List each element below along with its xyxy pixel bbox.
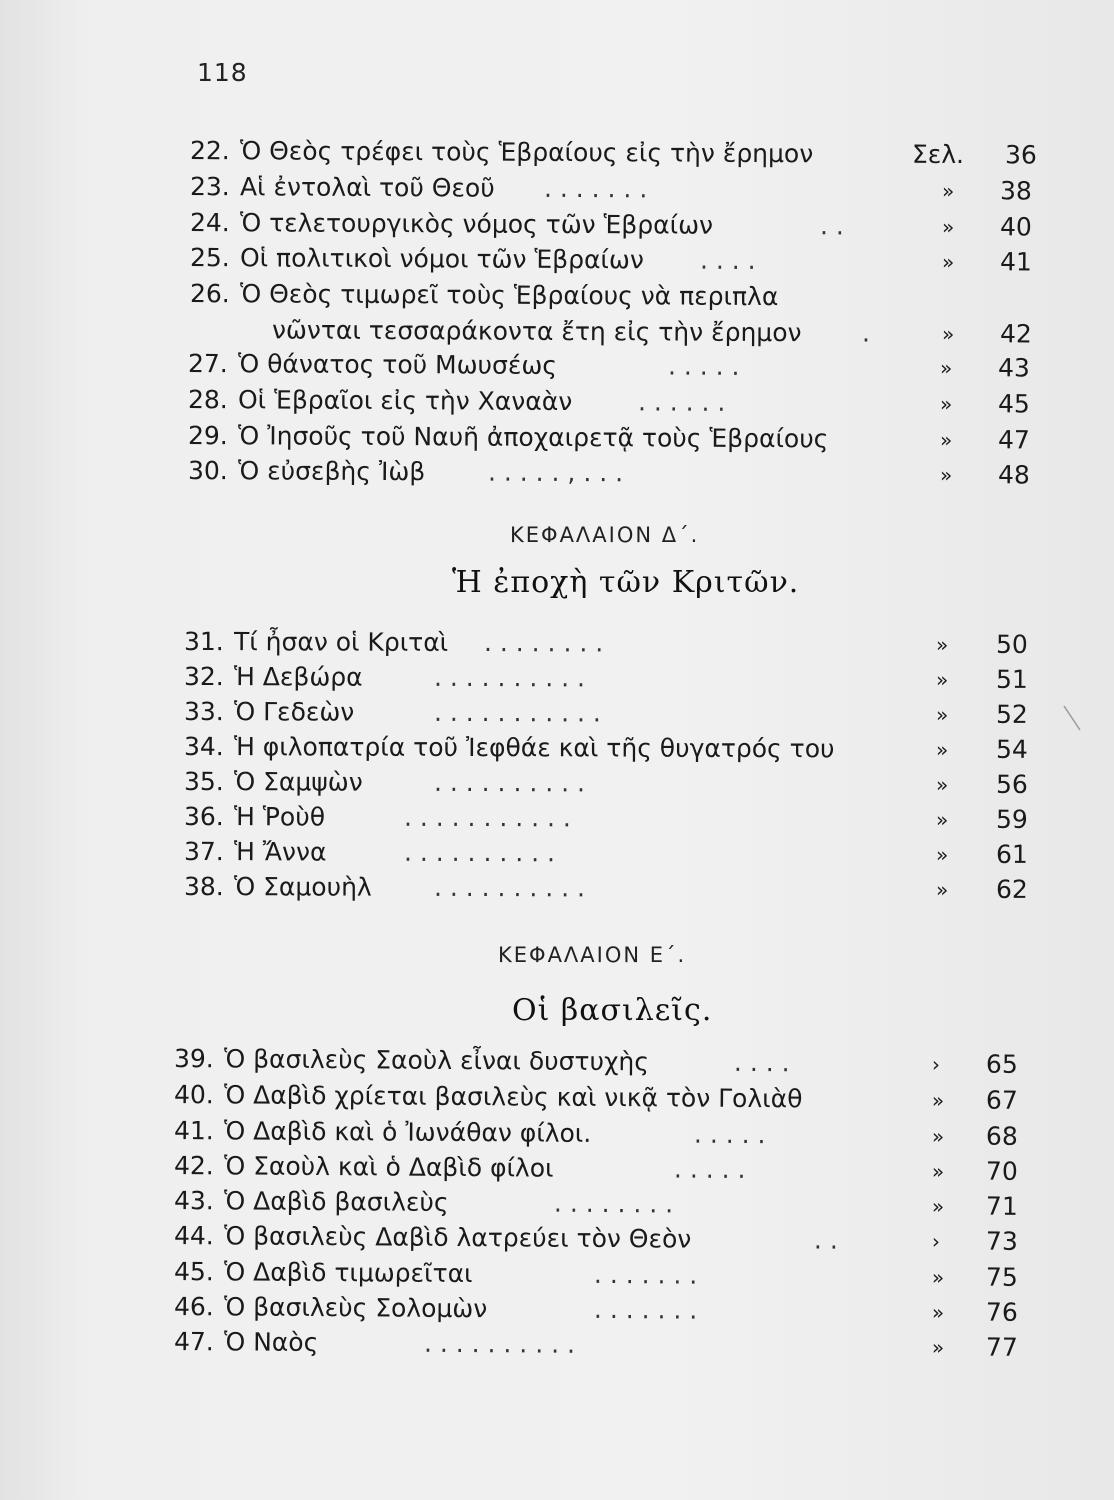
leader-dots: . . . . . . xyxy=(637,387,726,417)
ditto-mark: » xyxy=(935,737,949,762)
ditto-mark: » xyxy=(931,1265,945,1290)
entry-number: 47. xyxy=(173,1327,214,1357)
ditto-mark: » xyxy=(931,1300,945,1325)
ditto-mark: » xyxy=(931,1159,945,1184)
toc-entry xyxy=(184,659,1034,698)
ditto-mark: › xyxy=(931,1229,941,1254)
ditto-mark: » xyxy=(935,877,949,902)
leader-dots: . . . . . . . . . . xyxy=(423,1328,576,1359)
ditto-mark: » xyxy=(941,214,955,240)
entry-number: 43. xyxy=(173,1186,214,1216)
toc-entry xyxy=(190,240,1040,280)
entry-title: Αἱ ἐντολαὶ τοῦ Θεοῦ xyxy=(239,172,495,203)
leader-dots: . . . . . . . . . . xyxy=(403,837,556,868)
entry-page: 48 xyxy=(997,460,1030,490)
entry-number: 34. xyxy=(183,732,224,762)
entry-page: 59 xyxy=(995,804,1028,834)
entry-page: 67 xyxy=(985,1085,1018,1115)
entry-number: 39. xyxy=(173,1044,214,1074)
entry-title: Ἡ Ῥοὺθ xyxy=(233,802,326,832)
ditto-mark: » xyxy=(935,702,949,727)
toc-entry xyxy=(190,133,1040,173)
leader-dots: . . xyxy=(813,1225,838,1255)
ditto-mark: » xyxy=(931,1088,945,1113)
entry-number: 24. xyxy=(189,208,230,238)
ditto-mark: » xyxy=(931,1124,945,1149)
entry-page: 56 xyxy=(995,769,1028,799)
leader-dots: . . . . . , . . . xyxy=(487,457,624,488)
toc-entry xyxy=(188,382,1038,422)
entry-title: Τί ἦσαν οἱ Κριταὶ xyxy=(233,627,449,657)
entry-number: 33. xyxy=(183,697,224,727)
entry-page: 52 xyxy=(995,699,1028,729)
leader-dots: . . . . xyxy=(699,245,756,275)
entry-title: Ὁ Δαβὶδ καὶ ὁ Ἰωνάθαν φίλοι. xyxy=(223,1116,592,1148)
toc-entry xyxy=(174,1041,1034,1083)
toc-entry xyxy=(184,869,1034,908)
chapter-title: Ἡ ἐποχὴ τῶν Κριτῶν. xyxy=(452,565,800,600)
entry-number: 42. xyxy=(173,1151,214,1181)
entry-page: 38 xyxy=(999,176,1032,206)
ditto-mark: » xyxy=(935,807,949,832)
entry-page: 43 xyxy=(997,353,1030,383)
margin-smudge xyxy=(1060,700,1090,740)
toc-entry xyxy=(184,694,1034,733)
ditto-mark: » xyxy=(941,321,955,347)
leader-dots: . . . . . . . . xyxy=(553,1188,674,1219)
ditto-mark: » xyxy=(941,178,955,204)
entry-title: Ὁ τελετουργικὸς νόμος τῶν Ἑβραίων xyxy=(239,208,714,240)
entry-number: 30. xyxy=(187,456,228,486)
entry-title: Οἱ πολιτικοὶ νόμοι τῶν Ἑβραίων xyxy=(239,243,644,275)
toc-entry xyxy=(184,764,1034,803)
entry-title: Ὁ Ναὸς xyxy=(223,1327,319,1358)
leader-dots: . . . . . . . . . . . xyxy=(403,802,571,833)
entry-title: Ἡ Ἄννα xyxy=(233,837,327,867)
toc-entry xyxy=(188,418,1038,458)
ditto-mark: » xyxy=(935,772,949,797)
entry-title: Οἱ Ἑβραῖοι εἰς τὴν Χαναὰν xyxy=(237,385,573,417)
ditto-mark: » xyxy=(935,667,949,692)
entry-number: 44. xyxy=(173,1221,214,1251)
entry-page: 45 xyxy=(997,389,1030,419)
toc-entry xyxy=(174,1218,1034,1260)
chapter-title: Οἱ βασιλεῖς. xyxy=(512,993,713,1028)
entry-page: 42 xyxy=(999,319,1032,349)
ditto-mark: » xyxy=(939,462,953,488)
entry-title: Ὁ θάνατος τοῦ Μωυσέως xyxy=(237,349,558,380)
ditto-mark: » xyxy=(939,391,953,417)
chapter-label: ΚΕΦΑΛΑΙΟΝ Δ΄. xyxy=(510,523,700,547)
leader-dots: . . . . . . . . . . xyxy=(433,872,586,903)
entry-number: 46. xyxy=(173,1292,214,1322)
entry-page: 76 xyxy=(985,1297,1018,1327)
chapter-label: ΚΕΦΑΛΑΙΟΝ Ε΄. xyxy=(498,943,687,967)
leader-dots: . . . . . . . . . . . xyxy=(433,697,601,728)
toc-entry xyxy=(190,169,1040,209)
toc-entry xyxy=(184,729,1034,768)
entry-number: 40. xyxy=(173,1080,214,1110)
entry-number: 45. xyxy=(173,1257,214,1287)
leader-dots: . . . . . xyxy=(673,1154,746,1184)
entry-page: 62 xyxy=(995,874,1028,904)
entry-title: Ὁ βασιλεὺς Δαβὶδ λατρεύει τὸν Θεὸν xyxy=(223,1221,692,1254)
toc-entry xyxy=(190,276,1040,316)
leader-dots: . . . . . . . . . . xyxy=(433,767,586,798)
page-number: 118 xyxy=(197,58,248,87)
entry-title: Ὁ Ἰησοῦς τοῦ Ναυῆ ἀποχαιρετᾷ τοὺς Ἑβραίους xyxy=(237,421,829,454)
toc-entry xyxy=(174,1324,1034,1366)
entry-page: 47 xyxy=(997,425,1030,455)
toc-entry xyxy=(188,453,1038,493)
entry-page: 65 xyxy=(985,1049,1018,1079)
leader-dots: . . . . . . . xyxy=(593,1294,698,1325)
entry-title: Ὁ εὐσεβὴς Ἰὼβ xyxy=(237,456,426,487)
leader-dots: . . . . . . . xyxy=(593,1259,698,1290)
entry-title: Ὁ Σαμουὴλ xyxy=(233,872,372,902)
leader-dots: . . . . . . . . xyxy=(483,628,604,658)
toc-entry xyxy=(184,624,1034,663)
toc-entry xyxy=(188,346,1038,386)
entry-page: 40 xyxy=(999,212,1032,242)
entry-number: 41. xyxy=(173,1116,214,1146)
entry-number: 25. xyxy=(189,243,230,273)
ditto-mark: » xyxy=(935,632,949,657)
entry-number: 35. xyxy=(183,767,224,797)
leader-dots: . . . . . . . . . . xyxy=(433,662,586,693)
entry-title: Ἡ φιλοπατρία τοῦ Ἰεφθάε καὶ τῆς θυγατρός του xyxy=(233,732,835,764)
ditto-mark: » xyxy=(935,842,949,867)
toc-entry xyxy=(184,799,1034,838)
entry-page: 51 xyxy=(995,664,1028,694)
ditto-mark: › xyxy=(931,1052,941,1077)
entry-page: 41 xyxy=(999,247,1032,277)
entry-number: 22. xyxy=(189,136,230,166)
entry-title: Ὁ Δαβὶδ βασιλεὺς xyxy=(223,1186,449,1217)
leader-dots: . . . . xyxy=(733,1047,790,1078)
leader-dots: . . . . . xyxy=(667,351,740,381)
entry-page: 70 xyxy=(985,1156,1018,1186)
ditto-mark: » xyxy=(931,1335,945,1360)
entry-title: Ὁ βασιλεὺς Σαοὺλ εἶναι δυστυχὴς xyxy=(223,1044,650,1077)
leader-dots: . xyxy=(861,318,871,348)
entry-title: Ἡ Δεβώρα xyxy=(233,662,363,692)
entry-number: 26. xyxy=(189,279,230,309)
leader-dots: . . xyxy=(819,211,844,241)
leader-dots: . . . . . . . xyxy=(543,173,648,204)
entry-title: Ὁ Γεδεὼν xyxy=(233,697,355,727)
entry-title: νῶνται τεσσαράκοντα ἔτη εἰς τὴν ἔρημον xyxy=(271,315,802,348)
entry-number: 37. xyxy=(183,837,224,867)
entry-page: 54 xyxy=(995,734,1028,764)
entry-number: 29. xyxy=(187,421,228,451)
entry-number: 32. xyxy=(183,662,224,692)
entry-title: Ὁ Δαβὶδ τιμωρεῖται xyxy=(223,1257,473,1289)
entry-number: 31. xyxy=(183,627,224,657)
entry-page: 50 xyxy=(995,629,1028,659)
entry-page-label: Σελ. xyxy=(911,139,965,170)
entry-page: 36 xyxy=(1004,140,1037,170)
entry-page: 77 xyxy=(985,1332,1018,1362)
entry-page: 73 xyxy=(985,1226,1018,1256)
entry-number: 36. xyxy=(183,802,224,832)
entry-page: 61 xyxy=(995,839,1028,869)
entry-page: 75 xyxy=(985,1262,1018,1292)
entry-number: 38. xyxy=(183,872,224,902)
entry-title: Ὁ Θεὸς τρέφει τοὺς Ἑβραίους εἰς τὴν ἔρημον xyxy=(239,136,814,169)
entry-number: 28. xyxy=(187,385,228,415)
ditto-mark: » xyxy=(931,1194,945,1219)
entry-title: Ὁ Σαμψὼν xyxy=(233,767,363,797)
ditto-mark: » xyxy=(939,427,953,453)
entry-number: 27. xyxy=(187,349,228,379)
entry-page: 71 xyxy=(985,1191,1018,1221)
entry-title: Ὁ Δαβὶδ χρίεται βασιλεὺς καὶ νικᾷ τὸν Γολιὰθ xyxy=(223,1080,803,1114)
toc-entry xyxy=(184,834,1034,873)
ditto-mark: » xyxy=(941,249,955,275)
entry-title: Ὁ Σαοὺλ καὶ ὁ Δαβὶδ φίλοι xyxy=(223,1151,554,1183)
toc-entry xyxy=(190,205,1040,245)
leader-dots: . . . . . xyxy=(693,1119,766,1150)
toc-entry xyxy=(174,1077,1034,1119)
entry-title: Ὁ Θεὸς τιμωρεῖ τοὺς Ἑβραίους νὰ περιπλα xyxy=(239,279,779,312)
entry-page: 68 xyxy=(985,1121,1018,1151)
entry-number: 23. xyxy=(189,172,230,202)
ditto-mark: » xyxy=(939,355,953,381)
entry-title: Ὁ βασιλεὺς Σολομὼν xyxy=(223,1292,488,1324)
